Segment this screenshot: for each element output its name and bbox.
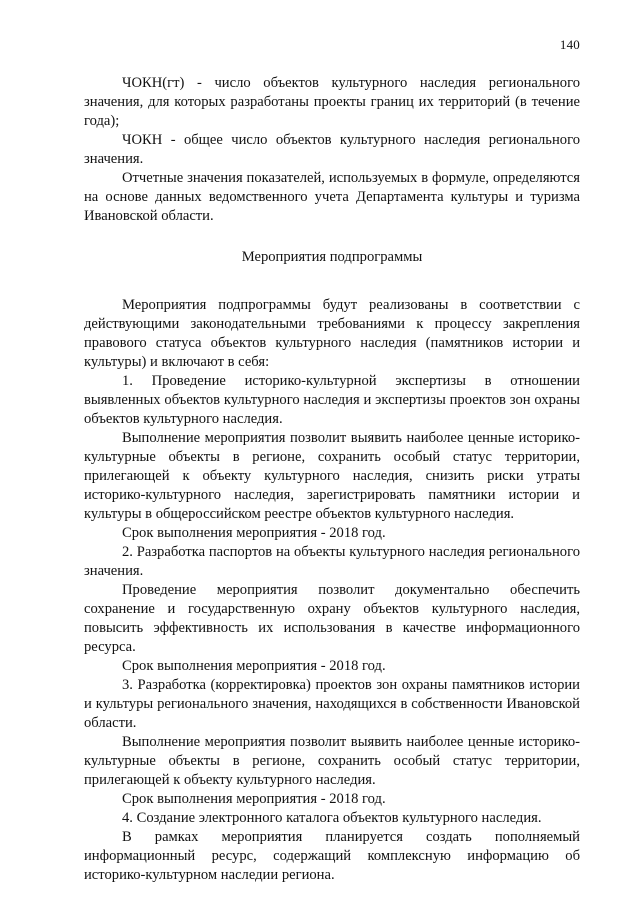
paragraph: Проведение мероприятия позволит документально обеспечить сохранение и государственную охрану объектов культурного наследия, повысить эффективность их использования в качестве информационного ресурса. <box>84 582 580 655</box>
paragraph: Выполнение мероприятия позволит выявить наиболее ценные историко-культурные объекты в регионе, сохранить особый статус территории, прилегающей к объекту культурного наследия, снизить риски утраты историко-культурного наследия, зарегистрировать памятники истории и культуры в общероссийском реестре объектов культурного наследия. <box>84 430 580 522</box>
deadline-line: Срок выполнения мероприятия - 2018 год. <box>122 658 386 674</box>
paragraph: ЧОКН - общее число объектов культурного наследия регионального значения. <box>84 132 580 167</box>
paragraph: Отчетные значения показателей, используемых в формуле, определяются на основе данных ведомственного учета Департамента культуры и туризма Ивановской области. <box>84 170 580 224</box>
list-item: 4. Создание электронного каталога объектов культурного наследия. <box>122 810 542 826</box>
list-item: 2. Разработка паспортов на объекты культурного наследия регионального значения. <box>84 544 580 579</box>
paragraph: Выполнение мероприятия позволит выявить наиболее ценные историко-культурные объекты в регионе, сохранить особый статус территории, прилегающей к объекту культурного наследия. <box>84 734 580 788</box>
list-item: 3. Разработка (корректировка) проектов зон охраны памятников истории и культуры регионального значения, находящихся в собственности Ивановской области. <box>84 677 580 731</box>
paragraph: ЧОКН(гт) - число объектов культурного наследия регионального значения, для которых разработаны проекты границ их территорий (в течение года); <box>84 75 580 129</box>
page-number: 140 <box>559 37 580 52</box>
section-heading: Мероприятия подпрограммы <box>241 249 423 265</box>
paragraph: Мероприятия подпрограммы будут реализованы в соответствии с действующими законодательными требованиями к процессу закрепления правового статуса объектов культурного наследия (памятников истории и культуры) и включают в себя: <box>84 297 580 370</box>
paragraph: В рамках мероприятия планируется создать пополняемый информационный ресурс, содержащий комплексную информацию об историко-культурном наследии региона. <box>84 829 580 883</box>
document-body <box>84 74 580 885</box>
deadline-line: Срок выполнения мероприятия - 2018 год. <box>122 525 386 541</box>
list-item: 1. Проведение историко-культурной экспертизы в отношении выявленных объектов культурного наследия и экспертизы проектов зон охраны объектов культурного наследия. <box>84 373 580 427</box>
deadline-line: Срок выполнения мероприятия - 2018 год. <box>122 791 386 807</box>
